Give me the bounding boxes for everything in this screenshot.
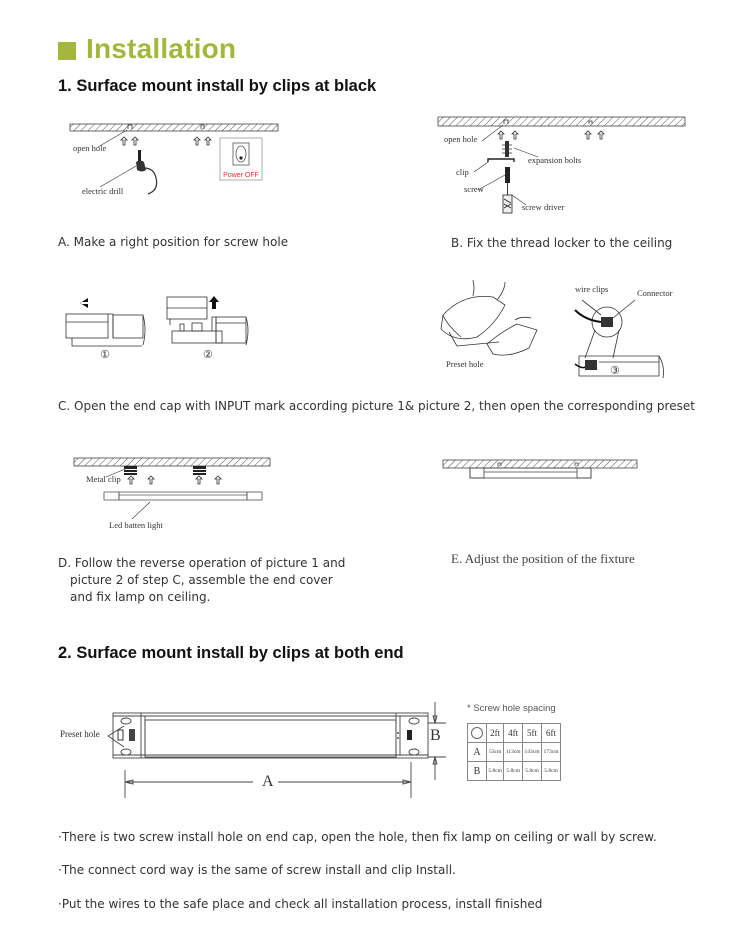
table-cell: 173cm: [542, 743, 561, 762]
column-header: 2ft: [487, 724, 504, 743]
column-header: 4ft: [504, 724, 523, 743]
table-row: [468, 762, 561, 781]
column-header: 6ft: [542, 724, 561, 743]
caption-c: C. Open the end cap with INPUT mark according picture 1& picture 2, then open the corresponding preset: [58, 399, 695, 413]
row-label: A: [468, 743, 487, 762]
label-screw-driver: screw driver: [522, 202, 565, 212]
label-metal-clip: Metal clip: [86, 474, 121, 484]
label-preset-hole: Preset hole: [446, 359, 484, 369]
label-electric-drill: electric drill: [82, 186, 124, 196]
label-led-batten-light: Led batten light: [109, 520, 163, 530]
note-1: ·There is two screw install hole on end cap, open the hole, then fix lamp on ceiling or wall by screw.: [58, 830, 657, 844]
screwdriver-icon: [503, 183, 512, 213]
screw-hole-icon: [121, 718, 131, 724]
arrow-left-icon: [80, 298, 88, 308]
arrow-up-icon: [121, 137, 211, 145]
dimension-a-label: A: [262, 773, 274, 790]
dimension-b-label: B: [430, 727, 441, 744]
table-cell: 53cm: [487, 743, 504, 762]
metal-clip-icon: [124, 466, 206, 475]
label-preset-hole: Preset hole: [60, 729, 100, 739]
screw-hole-icon: [409, 749, 419, 755]
electric-drill-icon: [136, 150, 157, 194]
table-corner-cell: [468, 724, 487, 743]
led-batten-light-icon: [104, 492, 262, 500]
section1-heading: 1. Surface mount install by clips at black: [58, 77, 377, 95]
caption-b: B. Fix the thread locker to the ceiling: [451, 236, 673, 250]
label-wire-clips: wire clips: [575, 284, 609, 294]
caption-d-line-1: D. Follow the reverse operation of picture 1 and: [58, 556, 346, 570]
metal-clip-diagram: [74, 455, 284, 515]
section2-heading: 2. Surface mount install by clips at both end: [58, 644, 404, 662]
label-screw: screw: [464, 184, 484, 194]
table-cell: 5.8cm: [487, 762, 504, 781]
table-cell: 143cm: [523, 743, 542, 762]
label-picture-1: ①: [100, 349, 110, 361]
fixture-mounted-diagram: [443, 458, 643, 488]
expansion-bolt-icon: [502, 141, 512, 157]
arrow-up-icon: [498, 131, 604, 139]
screw-hole-icon: [409, 718, 419, 724]
table-cell: 5.8cm: [523, 762, 542, 781]
table-cell: 113cm: [504, 743, 523, 762]
label-clip: clip: [456, 167, 469, 177]
screw-icon: [505, 167, 510, 183]
title-square-icon: [58, 42, 76, 60]
arrow-up-icon: [128, 476, 221, 484]
screw-hole-icon: [121, 749, 131, 755]
table-header-row: [468, 724, 561, 743]
table-cell: 5.8cm: [542, 762, 561, 781]
caption-d-line-3: and fix lamp on ceiling.: [70, 590, 211, 604]
page-title-text: Installation: [86, 33, 237, 64]
label-expansion-bolts: expansion bolts: [528, 155, 582, 165]
connector-icon: [601, 317, 613, 327]
caption-d: [58, 555, 345, 606]
batten-dimension-diagram: [108, 700, 448, 800]
spacing-table-title: * Screw hole spacing: [467, 703, 556, 714]
label-open-hole: open hole: [444, 134, 478, 144]
label-power-off: Power OFF: [223, 172, 259, 179]
caption-e: E. Adjust the position of the fixture: [451, 551, 635, 566]
column-header: 5ft: [523, 724, 542, 743]
note-2: ·The connect cord way is the same of screw install and clip Install.: [58, 863, 456, 877]
caption-d-line-2: picture 2 of step C, assemble the end cover: [70, 573, 333, 587]
circle-icon: [471, 727, 483, 739]
caption-a: A. Make a right position for screw hole: [58, 235, 289, 249]
screw-hole-spacing-table: [467, 723, 561, 781]
clip-icon: [488, 159, 514, 162]
page-title: [58, 33, 236, 65]
table-row: [468, 743, 561, 762]
end-cap-open-diagram: [60, 290, 300, 350]
label-picture-3: ③: [610, 365, 620, 377]
row-label: B: [468, 762, 487, 781]
label-open-hole: open hole: [73, 143, 107, 153]
arrow-up-icon: [209, 296, 219, 309]
label-picture-2: ②: [203, 349, 213, 361]
label-connector: Connector: [637, 288, 673, 298]
note-3: ·Put the wires to the safe place and check all installation process, install finished: [58, 897, 543, 911]
table-cell: 5.8cm: [504, 762, 523, 781]
